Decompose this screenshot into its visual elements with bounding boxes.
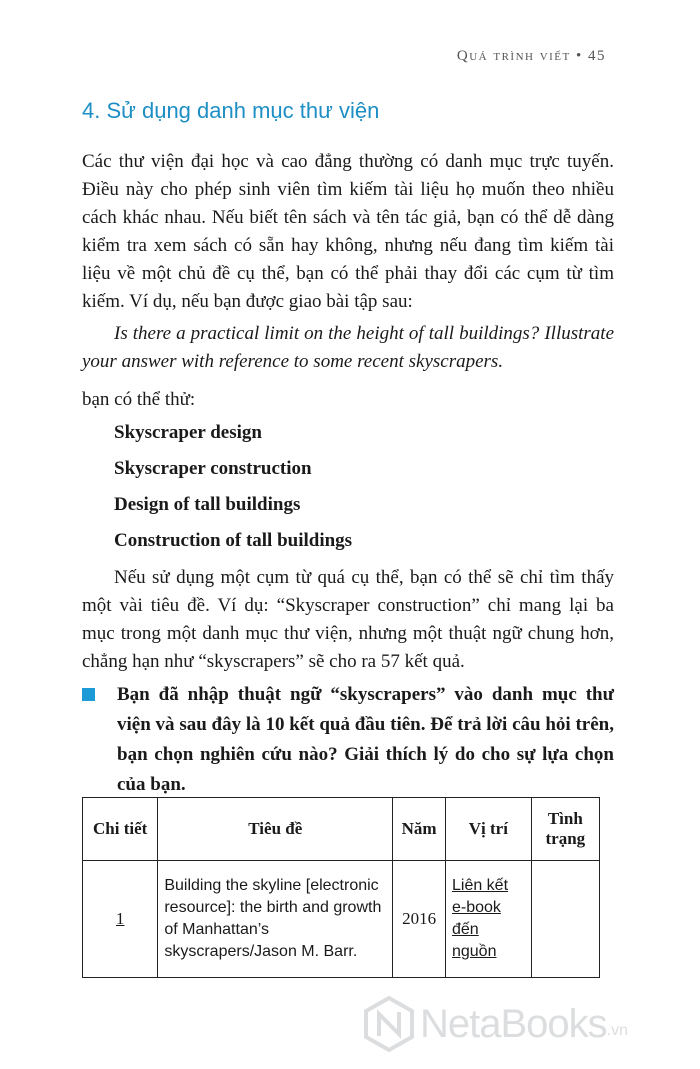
- search-term: Design of tall buildings: [114, 494, 301, 515]
- search-term: Skyscraper design: [114, 422, 262, 443]
- results-table: [82, 797, 600, 978]
- assignment-quote: Is there a practical limit on the height of tall buildings? Illustrate your answer with reference to some recent skyscrapers.: [82, 323, 614, 372]
- lead-in-text: bạn có thể thử:: [82, 389, 196, 410]
- row-year-cell: 2016: [393, 861, 446, 978]
- header-year: Năm: [393, 798, 446, 861]
- table-header-row: [83, 798, 600, 861]
- watermark-brand: NetaBooks: [420, 1001, 607, 1046]
- header-status: Tình trạng: [531, 798, 599, 861]
- netabooks-logo-icon: [364, 996, 414, 1052]
- section-title: 4. Sử dụng danh mục thư viện: [82, 98, 380, 123]
- row-location-cell: [445, 861, 531, 978]
- exercise-text: Bạn đã nhập thuật ngữ “skyscrapers” vào danh mục thư viện và sau đây là 10 kết quả đầu tiên. Để trả lời câu hỏi trên, bạn chọn nghiên cứu nào? Giải thích lý do cho sự lựa chọn của bạn.: [117, 684, 614, 795]
- header-location: Vị trí: [445, 798, 531, 861]
- table-row: [83, 861, 600, 978]
- running-head: Quá trình viết • 45: [456, 48, 606, 64]
- search-term: Skyscraper construction: [114, 458, 312, 479]
- search-term: Construction of tall buildings: [114, 530, 353, 551]
- intro-paragraph: Các thư viện đại học và cao đẳng thường có danh mục trực tuyến. Điều này cho phép sinh viên tìm kiếm tài liệu họ muốn theo nhiều cách khác nhau. Nếu biết tên sách và tên tác giả, bạn có thể dễ dàng kiểm tra xem sách có sẵn hay không, nhưng nếu đang tìm kiếm tài liệu về một chủ đề cụ thể, bạn có thể phải thay đổi các cụm từ tìm kiếm. Ví dụ, nếu bạn được giao bài tập sau:: [82, 151, 614, 312]
- watermark-suffix: .vn: [606, 1022, 629, 1039]
- second-paragraph: Nếu sử dụng một cụm từ quá cụ thể, bạn có thể sẽ chỉ tìm thấy một vài tiêu đề. Ví dụ: “Skyscraper construction” chỉ mang lại ba mục trong một danh mục thư viện, nhưng một thuật ngữ chung hơn, chẳng hạn như “skyscrapers” sẽ cho ra 57 kết quả.: [82, 567, 614, 672]
- row-status-cell: [531, 861, 599, 978]
- header-title: Tiêu đề: [158, 798, 393, 861]
- header-detail: Chi tiết: [83, 798, 158, 861]
- row-detail-cell: [83, 861, 158, 978]
- search-terms-list: [114, 420, 352, 564]
- exercise-block: [82, 680, 614, 800]
- exercise-square-icon: [82, 688, 95, 701]
- row-title-cell: Building the skyline [electronic resource]: the birth and growth of Manhattan’s skyscrapers/Jason M. Barr.: [158, 861, 393, 978]
- detail-link[interactable]: 1: [115, 909, 125, 928]
- watermark: [364, 996, 628, 1052]
- ebook-source-link[interactable]: Liên kết e-book đến nguồn: [451, 877, 509, 960]
